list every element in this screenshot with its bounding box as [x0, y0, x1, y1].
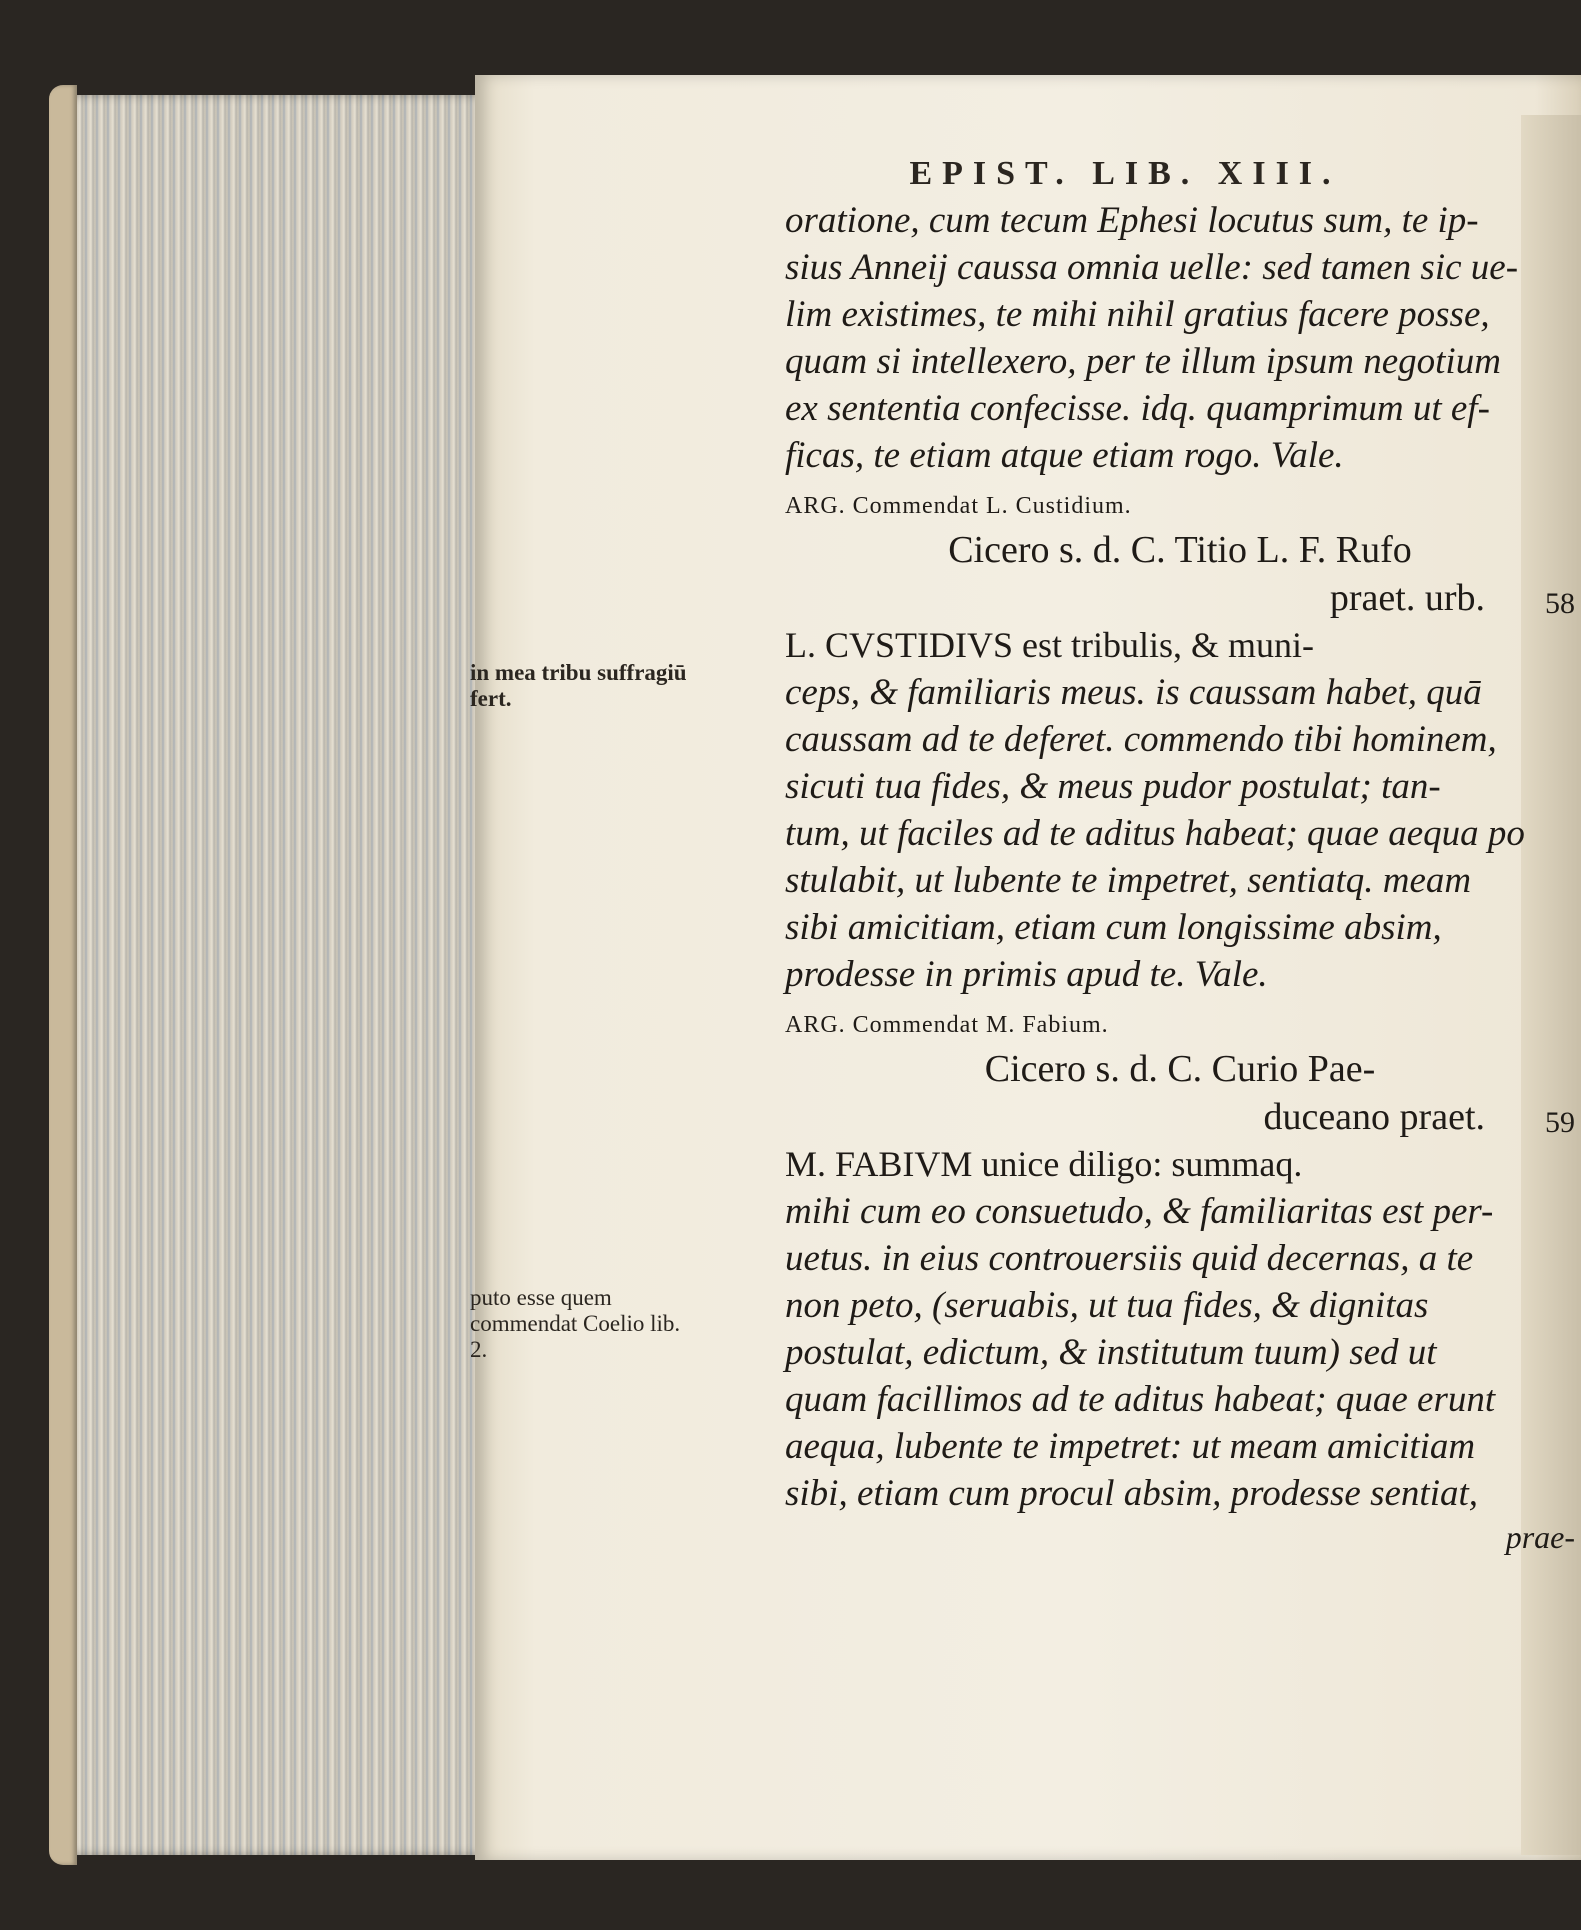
salutation-text: duceano praet. [1263, 1096, 1485, 1138]
salutation: Cicero s. d. C. Curio Pae- [984, 1048, 1376, 1090]
text-line: sius Anneij caussa omnia uelle: sed tamen sic ue- [785, 247, 1519, 288]
text-line: oratione, cum tecum Ephesi locutus sum, te ip- [785, 200, 1479, 241]
letter-opening: L. CVSTIDIVS est tribulis, & muni- [785, 625, 1314, 665]
margin-note: in mea tribu suffragiū fert. [470, 660, 687, 711]
text-line: sibi, etiam cum procul absim, prodesse sentiat, [785, 1473, 1479, 1514]
text-line: stulabit, ut lubente te impetret, sentiatq. meam [785, 860, 1472, 901]
text-line: ceps, & familiaris meus. is caussam habet, quā [785, 672, 1482, 713]
salutation [785, 1093, 1575, 1141]
text-line: aequa, lubente te impetret: ut meam amicitiam [785, 1426, 1476, 1467]
letter-number: 59 [1545, 1106, 1575, 1139]
page-block-edge [55, 95, 475, 1855]
salutation: Cicero s. d. C. Titio L. F. Rufo [948, 529, 1412, 571]
salutation [785, 574, 1575, 622]
text-line: sicuti tua fides, & meus pudor postulat; tan- [785, 766, 1441, 807]
text-line: ex sententia confecisse. idq. quamprimum ut ef- [785, 388, 1490, 429]
text-line: ficas, te etiam atque etiam rogo. Vale. [785, 435, 1344, 476]
text-line: quam facillimos ad te aditus habeat; quae erunt [785, 1379, 1496, 1420]
argument-heading: ARG. Commendat L. Custidium. [785, 493, 1132, 519]
text-line: non peto, (seruabis, ut tua fides, & dignitas [785, 1285, 1429, 1326]
paragraph-1 [785, 197, 1575, 479]
letter-number: 58 [1545, 587, 1575, 620]
text-line: prodesse in primis apud te. Vale. [785, 954, 1268, 995]
text-line: sibi amicitiam, etiam cum longissime absim, [785, 907, 1442, 948]
text-line: quam si intellexero, per te illum ipsum negotium [785, 341, 1501, 382]
text-line: tum, ut faciles ad te aditus habeat; quae aequa po [785, 813, 1525, 854]
letter-opening: M. FABIVM unice diligo: summaq. [785, 1144, 1303, 1184]
page-text [785, 197, 1575, 1557]
salutation-text: praet. urb. [1329, 577, 1485, 619]
text-line: caussam ad te deferet. commendo tibi hominem, [785, 719, 1497, 760]
book-page [475, 75, 1581, 1860]
catchword: prae- [1505, 1519, 1575, 1555]
text-line: uetus. in eius controuersiis quid decernas, a te [785, 1238, 1474, 1279]
running-head: EPIST. LIB. XIII. [909, 155, 1341, 192]
margin-note: puto esse quem commendat Coelio lib. 2. [470, 1285, 681, 1362]
open-book [55, 75, 1581, 1865]
text-line: postulat, edictum, & institutum tuum) sed ut [785, 1332, 1437, 1373]
book-cover-edge [49, 85, 77, 1865]
text-line: lim existimes, te mihi nihil gratius facere posse, [785, 294, 1490, 335]
text-line: mihi cum eo consuetudo, & familiaritas est per- [785, 1191, 1494, 1232]
argument-heading: ARG. Commendat M. Fabium. [785, 1012, 1109, 1038]
